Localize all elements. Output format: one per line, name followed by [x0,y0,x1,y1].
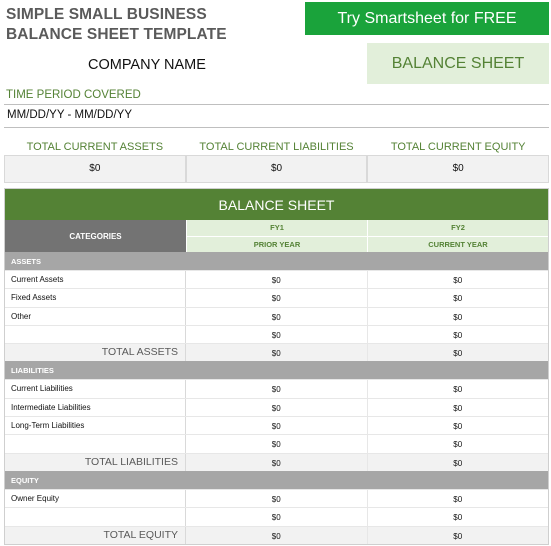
row-label[interactable]: Current Assets [5,271,186,288]
section-header-liabilities: LIABILITIES [5,361,548,379]
total-current-liabilities-value[interactable]: $0 [186,155,368,183]
title-line-2: BALANCE SHEET TEMPLATE [6,26,227,43]
table-row [5,307,548,325]
fy1-cell[interactable]: $0 [186,490,368,507]
fy2-cell[interactable]: $0 [453,494,463,504]
total-label: TOTAL EQUITY [5,527,186,544]
time-period-field[interactable]: MM/DD/YY - MM/DD/YY [4,104,549,128]
section-header-equity: EQUITY [5,471,548,489]
table-row [5,325,548,343]
table-row [5,379,548,397]
fy2-cell[interactable]: $0 [453,440,463,450]
fy2-total-cell: $0 [368,344,549,361]
table-row [5,416,548,434]
fy1-header [186,220,367,252]
fy1-cell[interactable]: $0 [186,289,368,306]
fy1-total-cell: $0 [186,527,368,544]
total-row-equity [5,526,548,544]
table-title: BALANCE SHEET [5,189,548,220]
fy2-cell[interactable]: $0 [453,294,463,304]
table-row [5,434,548,452]
table-row [5,507,548,525]
fy1-cell[interactable]: $0 [186,399,368,416]
title-line-1: SIMPLE SMALL BUSINESS [6,6,207,23]
row-label[interactable]: Current Liabilities [5,380,186,397]
fy1-cell[interactable]: $0 [186,380,368,397]
row-label[interactable]: Long-Term Liabilities [5,417,186,434]
fy1-total-cell: $0 [186,344,368,361]
fy2-cell[interactable]: $0 [453,330,463,340]
balance-sheet-table [4,188,549,545]
row-label[interactable]: Fixed Assets [5,289,186,306]
total-label: TOTAL LIABILITIES [5,454,186,471]
fy1-total-cell: $0 [186,454,368,471]
company-name[interactable]: COMPANY NAME [88,57,206,73]
total-current-assets-label: TOTAL CURRENT ASSETS [26,141,164,153]
total-current-equity-value[interactable]: $0 [367,155,549,183]
table-row [5,270,548,288]
total-row-assets [5,343,548,361]
fy2-cell[interactable]: $0 [453,312,463,322]
fy1-cell[interactable]: $0 [186,326,368,343]
table-row [5,398,548,416]
fy1-sublabel: PRIOR YEAR [187,236,367,253]
table-row [5,489,548,507]
fy1-cell[interactable]: $0 [186,308,368,325]
fy2-total-cell: $0 [368,454,549,471]
table-row [5,288,548,306]
row-label[interactable]: Other [5,308,186,325]
try-smartsheet-button[interactable]: Try Smartsheet for FREE [305,2,549,35]
fy1-cell[interactable]: $0 [186,417,368,434]
fy1-cell[interactable]: $0 [186,271,368,288]
fy2-cell[interactable]: $0 [453,385,463,395]
row-label[interactable] [5,508,186,525]
fy2-cell[interactable]: $0 [453,276,463,285]
fy1-cell[interactable]: $0 [186,435,368,452]
fy2-cell[interactable]: $0 [453,422,463,432]
total-current-equity-label: TOTAL CURRENT EQUITY [390,141,526,153]
row-label[interactable]: Owner Equity [5,490,186,507]
categories-header: CATEGORIES [5,220,186,252]
balance-sheet-label: BALANCE SHEET [367,43,549,84]
row-label[interactable]: Intermediate Liabilities [5,399,186,416]
fy2-total-cell: $0 [368,527,549,544]
time-period-label: TIME PERIOD COVERED [6,89,141,101]
fy2-cell[interactable]: $0 [453,403,463,413]
fy2-label: FY2 [368,220,548,236]
fy2-sublabel: CURRENT YEAR [368,236,548,253]
section-header-assets: ASSETS [5,252,548,270]
fy2-cell[interactable]: $0 [453,513,463,523]
total-row-liabilities [5,453,548,471]
fy1-cell[interactable]: $0 [186,508,368,525]
totals-summary [4,140,549,183]
fy2-header [367,220,548,252]
total-label: TOTAL ASSETS [5,344,186,361]
fy1-label: FY1 [187,220,367,236]
page-title [6,5,227,45]
total-current-assets-value[interactable]: $0 [4,155,186,183]
row-label[interactable] [5,435,186,452]
column-header-row [5,220,548,252]
total-current-liabilities-label: TOTAL CURRENT LIABILITIES [199,141,354,153]
row-label[interactable] [5,326,186,343]
